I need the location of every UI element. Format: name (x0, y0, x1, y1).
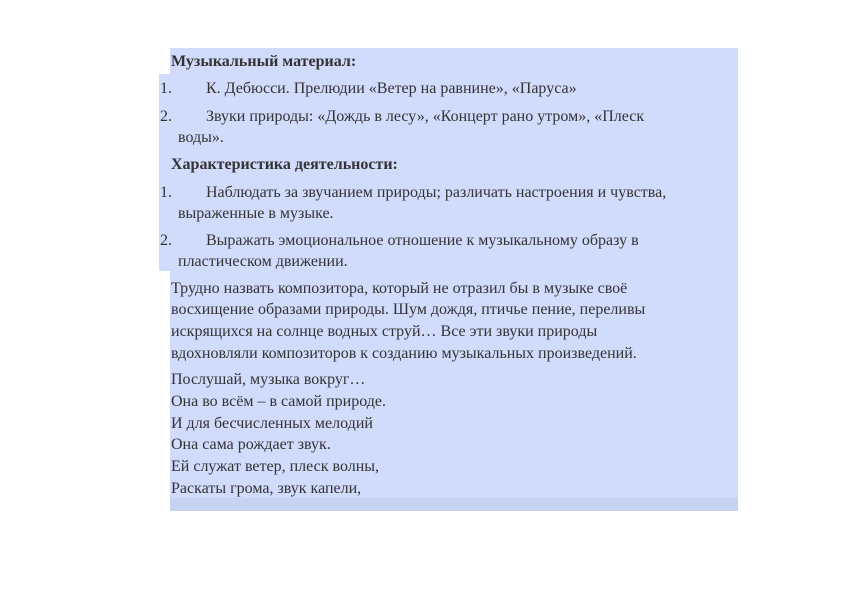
list-item-text-continued: воды». (178, 129, 224, 146)
poem-line: Послушай, музыка вокруг… (171, 371, 366, 388)
list-number: 2. (160, 232, 172, 249)
list-item-text-continued: выраженные в музыке. (178, 205, 334, 222)
poem-line: Ей служат ветер, плеск волны, (171, 458, 380, 475)
poem-line: Она сама рождает звук. (171, 436, 331, 453)
activity-heading: Характеристика деятельности: (171, 156, 398, 173)
text-frame-bottom-edge (170, 498, 738, 511)
music-material-heading: Музыкальный материал: (171, 53, 357, 70)
list-item-text: Выражать эмоциональное отношение к музыкальному образу в (206, 232, 639, 249)
poem-line: Она во всём – в самой природе. (171, 393, 386, 410)
list-item-text: К. Дебюсси. Прелюдии «Ветер на равнине», «Паруса» (206, 80, 577, 97)
poem-line: И для бесчисленных мелодий (171, 415, 373, 432)
list-item-text: Наблюдать за звучанием природы; различать настроения и чувства, (206, 184, 667, 201)
list-number: 2. (160, 108, 172, 125)
paragraph-line: искрящихся на солнце водных струй… Все эти звуки природы (171, 323, 598, 340)
list-item-text: Звуки природы: «Дождь в лесу», «Концерт рано утром», «Плеск (206, 108, 645, 125)
paragraph-line: Трудно назвать композитора, который не отразил бы в музыке своё (171, 280, 628, 297)
list-number: 1. (160, 80, 172, 97)
paragraph-line: восхищение образами природы. Шум дождя, птичье пение, переливы (171, 301, 646, 318)
poem-line: Раскаты грома, звук капели, (171, 480, 362, 497)
list-item-text-continued: пластическом движении. (178, 253, 348, 270)
list-number: 1. (160, 184, 172, 201)
paragraph-line: вдохновляли композиторов к созданию музыкальных произведений. (171, 345, 637, 362)
